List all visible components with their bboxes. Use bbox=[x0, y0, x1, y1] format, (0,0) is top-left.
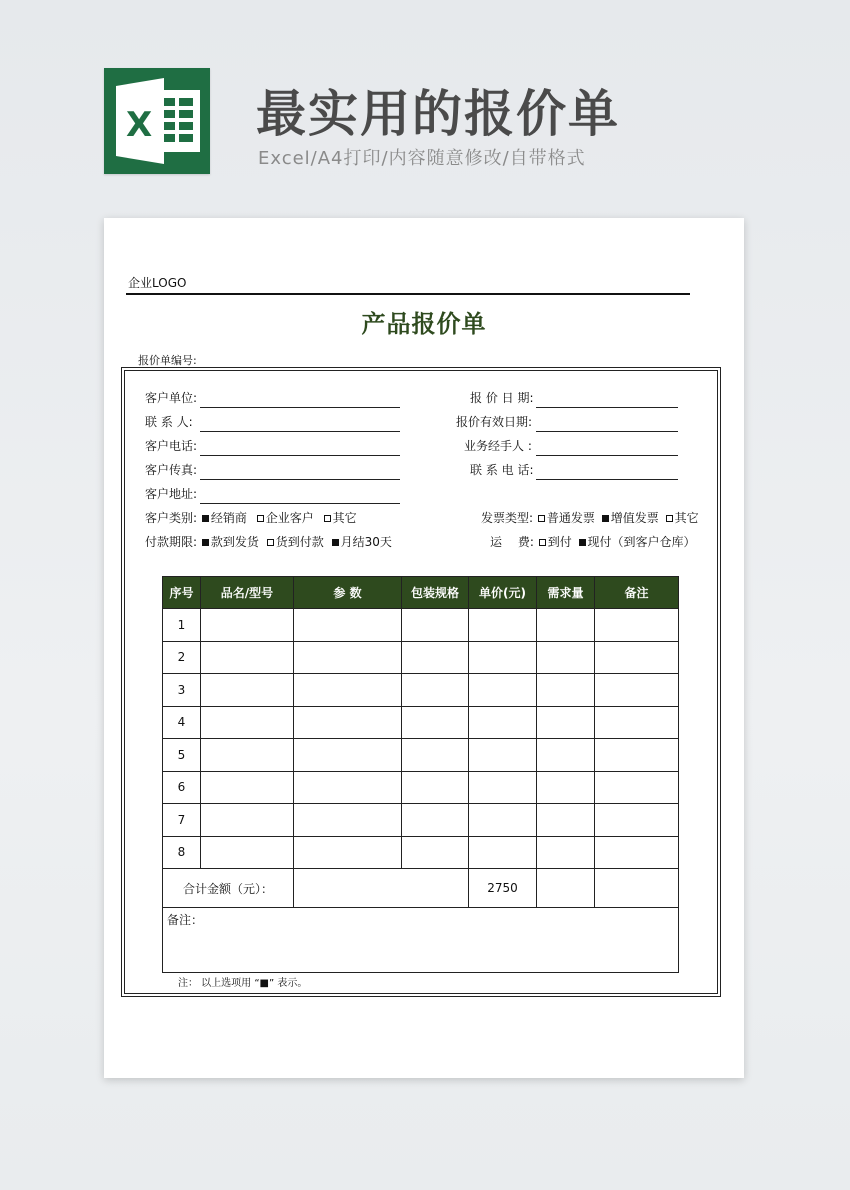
column-header-quantity: 需求量 bbox=[537, 577, 595, 609]
table-cell[interactable] bbox=[595, 706, 679, 739]
field-line-customer-phone[interactable] bbox=[200, 455, 400, 456]
invoice-type-group bbox=[481, 509, 699, 526]
table-cell[interactable] bbox=[595, 869, 679, 908]
row-index: 1 bbox=[163, 609, 201, 642]
field-line-customer-fax[interactable] bbox=[200, 479, 400, 480]
field-label-customer-fax: 客户传真: bbox=[145, 463, 198, 477]
table-cell[interactable] bbox=[294, 706, 402, 739]
table-cell[interactable] bbox=[294, 674, 402, 707]
table-cell[interactable] bbox=[537, 869, 595, 908]
header-divider bbox=[126, 293, 690, 295]
checkbox-checked-icon[interactable] bbox=[602, 515, 609, 522]
table-cell[interactable] bbox=[469, 674, 537, 707]
table-cell[interactable] bbox=[537, 771, 595, 804]
page-subtitle: Excel/A4打印/内容随意修改/自带格式 bbox=[258, 148, 586, 169]
table-cell[interactable] bbox=[201, 804, 294, 837]
field-label-contact: 联 系 人: bbox=[145, 415, 193, 429]
table-cell[interactable] bbox=[201, 674, 294, 707]
checkbox-empty-icon[interactable] bbox=[257, 515, 264, 522]
table-cell[interactable] bbox=[469, 739, 537, 772]
column-header-product: 品名/型号 bbox=[201, 577, 294, 609]
invoice-type-option: 增值发票 bbox=[610, 511, 659, 525]
checkbox-empty-icon[interactable] bbox=[538, 515, 545, 522]
customer-type-option: 其它 bbox=[332, 511, 357, 525]
field-label-valid-date: 报价有效日期: bbox=[456, 415, 533, 429]
checkbox-empty-icon[interactable] bbox=[267, 539, 274, 546]
field-line-customer-address[interactable] bbox=[200, 503, 400, 504]
table-cell[interactable] bbox=[595, 674, 679, 707]
field-line-contact-phone[interactable] bbox=[536, 479, 678, 480]
table-cell[interactable] bbox=[469, 609, 537, 642]
quotation-sheet bbox=[104, 218, 744, 1078]
remark-label: 备注： bbox=[167, 913, 204, 927]
payment-term-option: 款到发货 bbox=[210, 535, 259, 549]
table-cell[interactable] bbox=[294, 869, 469, 908]
table-row bbox=[163, 641, 679, 674]
column-header-remark: 备注 bbox=[595, 577, 679, 609]
table-cell[interactable] bbox=[537, 836, 595, 869]
table-cell[interactable] bbox=[201, 836, 294, 869]
column-header-price: 单价(元) bbox=[469, 577, 537, 609]
table-cell[interactable] bbox=[469, 706, 537, 739]
table-cell[interactable] bbox=[294, 609, 402, 642]
field-line-handler[interactable] bbox=[536, 455, 678, 456]
excel-icon bbox=[104, 68, 210, 174]
field-label-customer-unit: 客户单位: bbox=[145, 391, 198, 405]
checkbox-checked-icon[interactable] bbox=[579, 539, 586, 546]
table-row bbox=[163, 836, 679, 869]
field-label-quote-date: 报 价 日 期: bbox=[470, 391, 534, 405]
table-cell[interactable] bbox=[402, 609, 469, 642]
table-cell[interactable] bbox=[201, 641, 294, 674]
table-cell[interactable] bbox=[469, 771, 537, 804]
table-cell[interactable] bbox=[469, 836, 537, 869]
table-row bbox=[163, 609, 679, 642]
table-cell[interactable] bbox=[294, 836, 402, 869]
field-label-handler: 业务经手人 : bbox=[464, 439, 532, 453]
payment-term-group bbox=[145, 533, 392, 550]
table-cell[interactable] bbox=[201, 739, 294, 772]
checkbox-checked-icon[interactable] bbox=[202, 515, 209, 522]
field-label-customer-address: 客户地址: bbox=[145, 487, 198, 501]
table-cell[interactable] bbox=[537, 609, 595, 642]
table-cell[interactable] bbox=[595, 739, 679, 772]
table-row bbox=[163, 674, 679, 707]
customer-type-group bbox=[145, 509, 357, 526]
total-row bbox=[163, 869, 679, 908]
column-header-index: 序号 bbox=[163, 577, 201, 609]
table-row bbox=[163, 739, 679, 772]
remark-row bbox=[163, 908, 679, 973]
shipping-option: 现付（到客户仓库） bbox=[587, 535, 696, 549]
table-cell[interactable] bbox=[201, 771, 294, 804]
table-cell[interactable] bbox=[402, 771, 469, 804]
table-row bbox=[163, 804, 679, 837]
row-index: 6 bbox=[163, 771, 201, 804]
checkbox-empty-icon[interactable] bbox=[324, 515, 331, 522]
row-index: 8 bbox=[163, 836, 201, 869]
table-row bbox=[163, 706, 679, 739]
product-table bbox=[162, 576, 679, 973]
field-label-contact-phone: 联 系 电 话: bbox=[470, 463, 534, 477]
field-line-valid-date[interactable] bbox=[536, 431, 678, 432]
shipping-group bbox=[490, 533, 696, 550]
table-cell[interactable] bbox=[595, 609, 679, 642]
table-cell[interactable] bbox=[294, 771, 402, 804]
table-cell[interactable] bbox=[595, 804, 679, 837]
table-cell[interactable] bbox=[294, 739, 402, 772]
checkbox-checked-icon[interactable] bbox=[202, 539, 209, 546]
row-index: 5 bbox=[163, 739, 201, 772]
invoice-type-option: 其它 bbox=[674, 511, 699, 525]
payment-term-label: 付款期限: bbox=[145, 535, 198, 549]
table-row bbox=[163, 771, 679, 804]
table-cell[interactable] bbox=[537, 674, 595, 707]
svg-text:X: X bbox=[126, 105, 153, 145]
table-cell[interactable] bbox=[469, 804, 537, 837]
table-cell[interactable] bbox=[201, 609, 294, 642]
page-title: 最实用的报价单 bbox=[256, 85, 620, 143]
total-label: 合计金额（元）： bbox=[163, 869, 294, 908]
row-index: 4 bbox=[163, 706, 201, 739]
invoice-type-option: 普通发票 bbox=[546, 511, 595, 525]
table-cell[interactable] bbox=[402, 739, 469, 772]
table-cell[interactable] bbox=[201, 706, 294, 739]
quote-number-label: 报价单编号: bbox=[138, 354, 197, 367]
remark-cell[interactable] bbox=[163, 908, 679, 973]
footnote: 注： 以上选项用 “■” 表示。 bbox=[178, 978, 308, 989]
row-index: 7 bbox=[163, 804, 201, 837]
field-label-customer-phone: 客户电话: bbox=[145, 439, 198, 453]
row-index: 3 bbox=[163, 674, 201, 707]
company-logo-placeholder: 企业LOGO bbox=[128, 276, 187, 290]
table-cell[interactable] bbox=[294, 804, 402, 837]
total-value[interactable]: 2750 bbox=[469, 869, 537, 908]
table-cell[interactable] bbox=[537, 739, 595, 772]
table-cell[interactable] bbox=[402, 804, 469, 837]
table-cell[interactable] bbox=[294, 641, 402, 674]
payment-term-option: 月结30天 bbox=[340, 535, 392, 549]
table-cell[interactable] bbox=[595, 836, 679, 869]
table-cell[interactable] bbox=[537, 804, 595, 837]
field-line-customer-unit[interactable] bbox=[200, 407, 400, 408]
table-cell[interactable] bbox=[537, 641, 595, 674]
table-cell[interactable] bbox=[537, 706, 595, 739]
checkbox-checked-icon[interactable] bbox=[332, 539, 339, 546]
row-index: 2 bbox=[163, 641, 201, 674]
table-cell[interactable] bbox=[402, 706, 469, 739]
customer-type-option: 经销商 bbox=[210, 511, 247, 525]
table-cell[interactable] bbox=[595, 641, 679, 674]
table-header-row bbox=[163, 577, 679, 609]
shipping-label: 运 费: bbox=[490, 535, 534, 549]
table-cell[interactable] bbox=[469, 641, 537, 674]
table-cell[interactable] bbox=[402, 674, 469, 707]
column-header-params: 参 数 bbox=[294, 577, 402, 609]
shipping-option: 到付 bbox=[547, 535, 572, 549]
customer-type-label: 客户类别: bbox=[145, 511, 198, 525]
document-title: 产品报价单 bbox=[361, 310, 487, 338]
table-cell[interactable] bbox=[595, 771, 679, 804]
field-line-quote-date[interactable] bbox=[536, 407, 678, 408]
table-cell[interactable] bbox=[402, 641, 469, 674]
checkbox-empty-icon[interactable] bbox=[666, 515, 673, 522]
customer-type-option: 企业客户 bbox=[265, 511, 314, 525]
field-line-contact[interactable] bbox=[200, 431, 400, 432]
payment-term-option: 货到付款 bbox=[275, 535, 324, 549]
column-header-packing: 包装规格 bbox=[402, 577, 469, 609]
invoice-type-label: 发票类型: bbox=[481, 511, 534, 525]
checkbox-empty-icon[interactable] bbox=[539, 539, 546, 546]
table-cell[interactable] bbox=[402, 836, 469, 869]
